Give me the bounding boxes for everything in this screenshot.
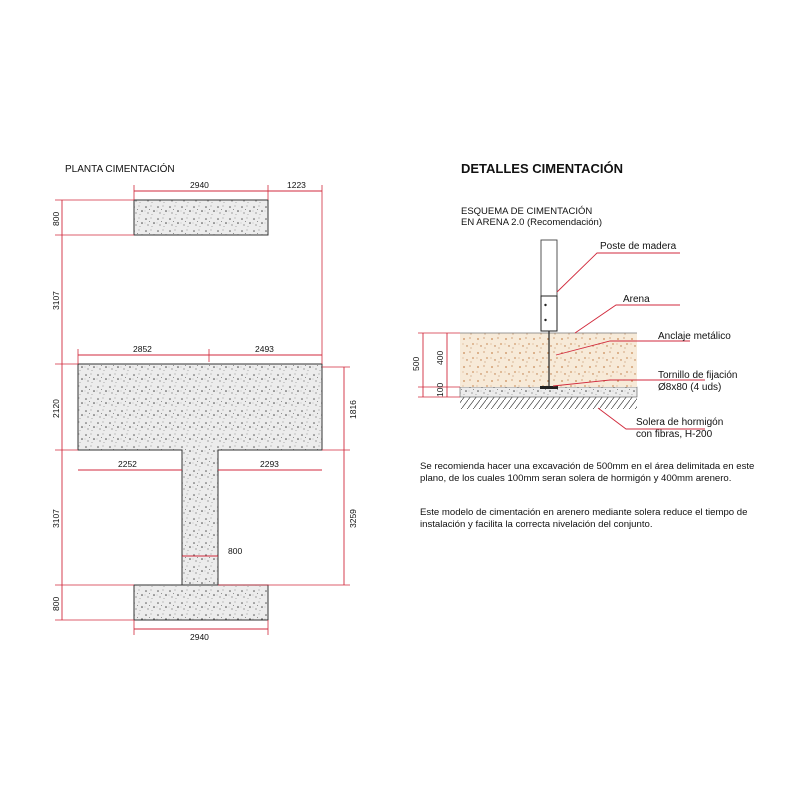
t-slab	[78, 364, 322, 585]
callout-post: Poste de madera	[600, 241, 677, 252]
recommendation-paragraph: Se recomienda hacer una excavación de 500mm en el área delimitada en este plano, de los cuales 100mm seran solera de hormigón y 400mm arenero.	[420, 461, 755, 484]
callout-sand: Arena	[623, 294, 650, 305]
plan-title: PLANTA CIMENTACIÓN	[65, 164, 175, 175]
callout-slab-line2: con fibras, H-200	[636, 429, 713, 440]
dim-t-right-height: 1816	[348, 400, 358, 419]
details-subtitle-line1: ESQUEMA DE CIMENTACIÓN	[461, 206, 593, 217]
dim-inner-right: 2293	[260, 459, 279, 469]
dim-stem-right-height: 3259	[348, 509, 358, 528]
callout-anchor: Anclaje metálico	[658, 331, 731, 342]
dim-t-height: 2120	[51, 399, 61, 418]
dim-top-width: 2940	[190, 180, 209, 190]
dim-top-height: 800	[51, 211, 61, 226]
metal-anchor	[541, 296, 557, 331]
dim-top-offset: 1223	[287, 180, 306, 190]
dim-bottom-width: 2940	[190, 632, 209, 642]
anchor-base-plate	[540, 386, 558, 389]
details-title: DETALLES CIMENTACIÓN	[461, 161, 624, 176]
dim-stem-width: 800	[228, 546, 243, 556]
dim-bottom-height: 800	[51, 596, 61, 611]
dim-sand-depth: 400	[435, 350, 445, 365]
ground-hatch	[460, 397, 637, 409]
dim-t-left: 2852	[133, 344, 152, 354]
dim-inner-left: 2252	[118, 459, 137, 469]
callout-screw-line1: Tornillo de fijación	[658, 370, 738, 381]
bottom-slab	[134, 585, 268, 620]
callout-slab-line1: Solera de hormigón	[636, 417, 724, 428]
wooden-post	[541, 240, 557, 296]
dim-t-right: 2493	[255, 344, 274, 354]
top-slab	[134, 200, 268, 235]
dim-total-depth: 500	[411, 356, 421, 371]
details-subtitle-line2: EN ARENA 2.0 (Recomendación)	[461, 217, 602, 228]
dim-gap-height: 3107	[51, 291, 61, 310]
benefit-paragraph: Este modelo de cimentación en arenero mediante solera reduce el tiempo de instalación y facilita la correcta nivelación del conjunto.	[420, 507, 748, 530]
callout-screw-line2: Ø8x80 (4 uds)	[658, 382, 722, 393]
dim-slab-depth: 100	[435, 382, 445, 397]
dim-stem-lower: 3107	[51, 509, 61, 528]
